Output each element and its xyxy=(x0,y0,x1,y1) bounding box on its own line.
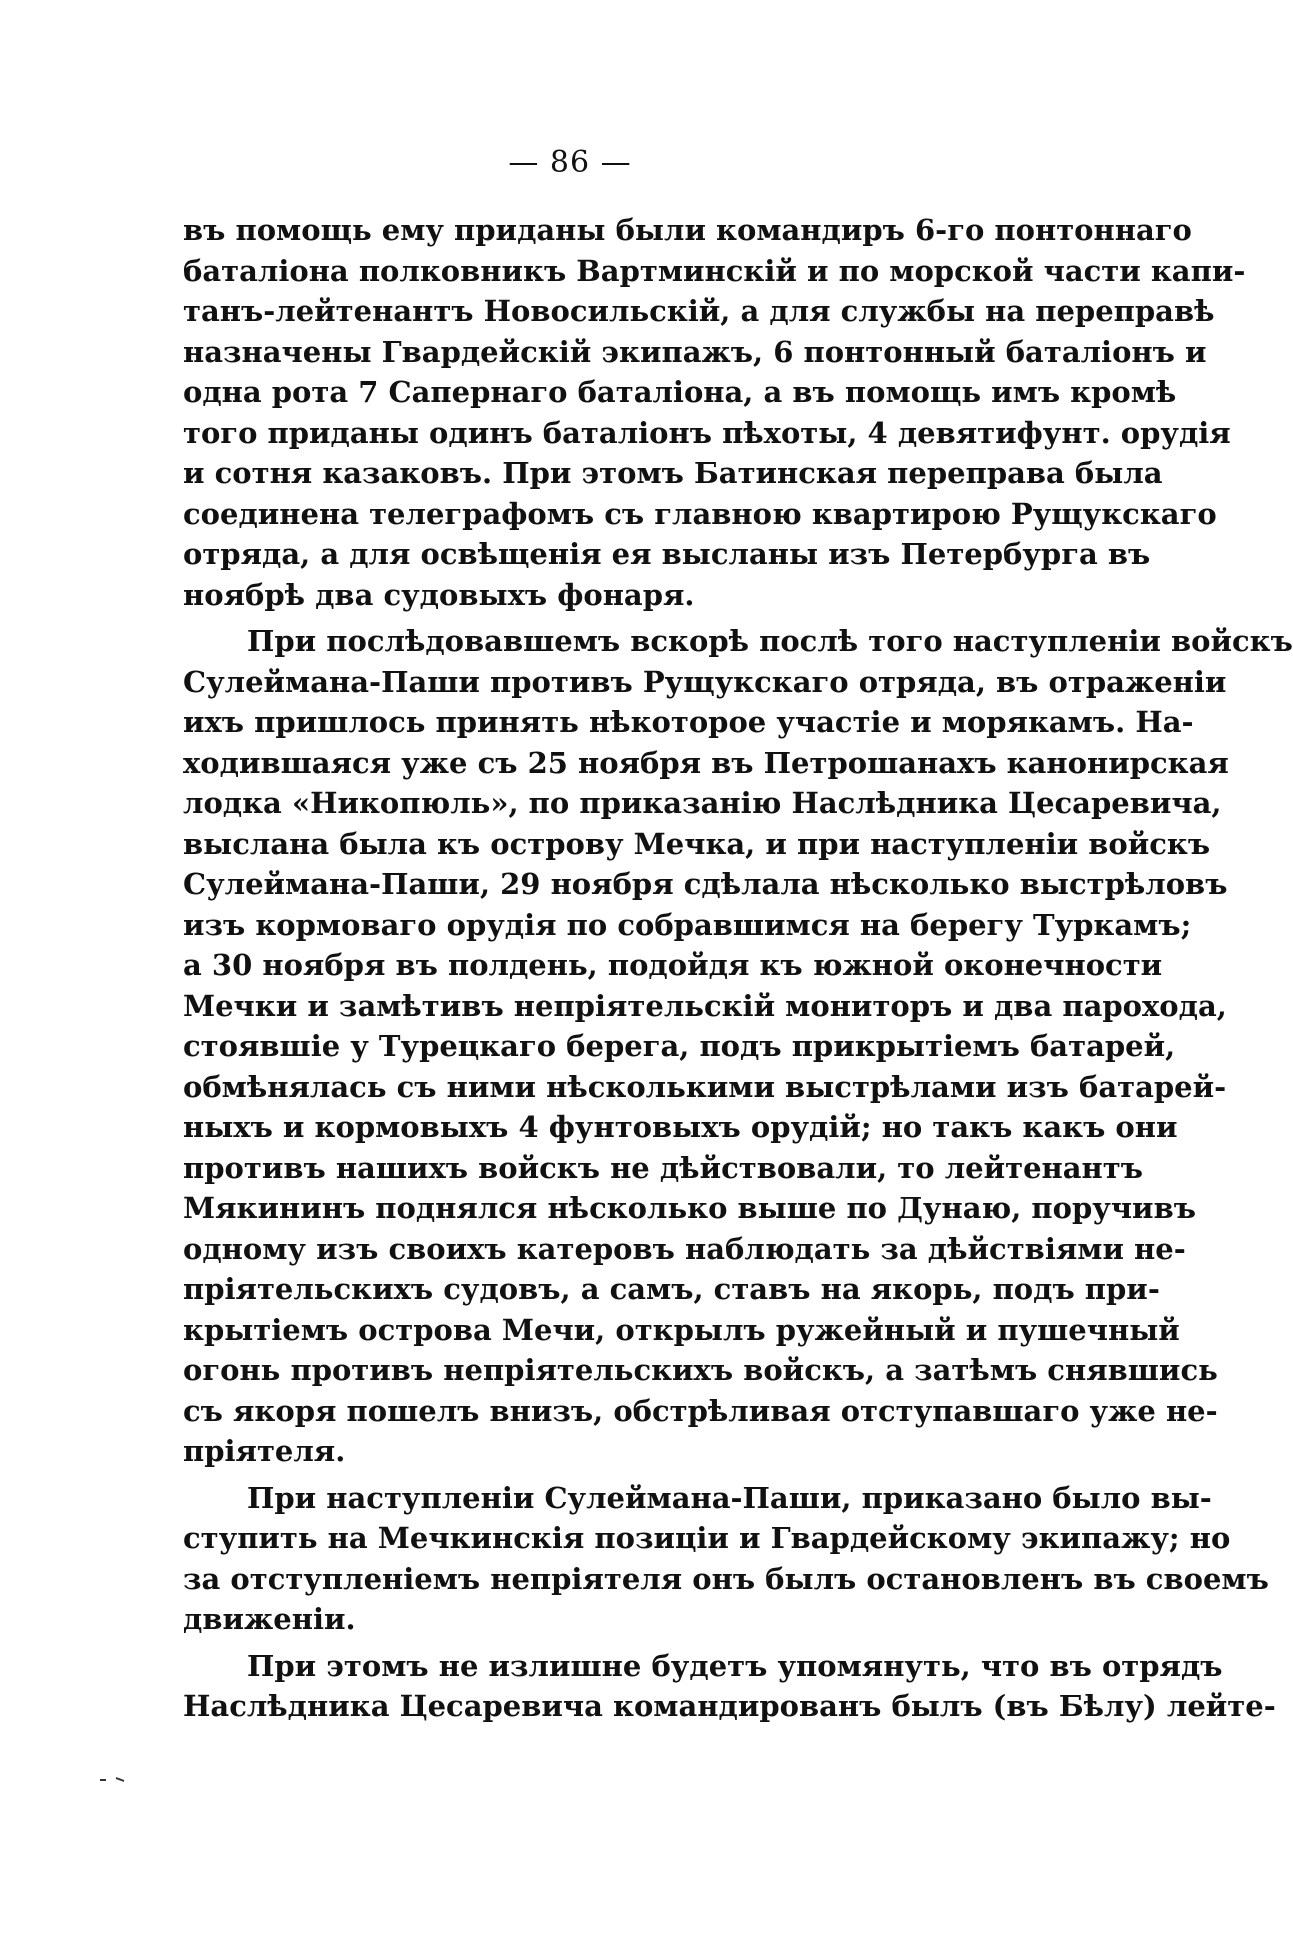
text-line: того приданы одинъ баталіонъ пѣхоты, 4 девятифунт. орудія xyxy=(183,415,1231,450)
text-line: Мякининъ поднялся нѣсколько выше по Дунаю, поручивъ xyxy=(183,1191,1196,1225)
scan-speck-mark xyxy=(100,1776,140,1784)
text-line: противъ нашихъ войскъ не дѣйствовали, то лейтенантъ xyxy=(183,1150,1143,1185)
paragraph-3 xyxy=(183,1478,1269,1640)
paragraph-4 xyxy=(183,1646,1276,1727)
text-line: съ якоря пошелъ внизъ, обстрѣливая отступавшаго уже не- xyxy=(183,1393,1218,1428)
text-line: одна рота 7 Сапернаго баталіона, а въ помощь имъ кромѣ xyxy=(183,375,1177,409)
text-line: Наслѣдника Цесаревича командированъ былъ (въ Бѣлу) лейте- xyxy=(183,1689,1276,1723)
text-line: пріятельскихъ судовъ, а самъ, ставъ на якорь, подъ при- xyxy=(183,1272,1160,1306)
text-line: лодка «Никопюль», по приказанію Наслѣдника Цесаревича, xyxy=(183,786,1222,820)
text-line: ступить на Мечкинскія позиціи и Гвардейскому экипажу; но xyxy=(183,1521,1231,1555)
text-line: соединена телеграфомъ съ главною квартирою Рущукскаго xyxy=(183,496,1217,531)
body-text xyxy=(183,210,1293,1733)
text-line: изъ кормоваго орудія по собравшимся на берегу Туркамъ; xyxy=(183,907,1192,942)
text-line: Мечки и замѣтивъ непріятельскій мониторъ и два парохода, xyxy=(183,988,1227,1023)
text-line: въ помощь ему приданы были командиръ 6-го понтоннаго xyxy=(183,213,1192,247)
text-line: баталіона полковникъ Вартминскій и по морской части капи- xyxy=(183,253,1246,288)
text-line: ходившаяся уже съ 25 ноября въ Петрошанахъ канонирская xyxy=(183,745,1229,780)
text-line: обмѣнялась съ ними нѣсколькими выстрѣлами изъ батарей- xyxy=(183,1069,1227,1104)
text-line: ноябрѣ два судовыхъ фонаря. xyxy=(183,577,695,612)
text-line: крытіемъ острова Мечи, открылъ ружейный и пушечный xyxy=(183,1312,1180,1347)
paragraph-1 xyxy=(183,210,1246,615)
text-line: танъ-лейтенантъ Новосильскій, а для службы на переправѣ xyxy=(183,294,1215,328)
text-line: стоявшіе у Турецкаго берега, подъ прикрытіемъ батарей, xyxy=(183,1029,1176,1063)
paragraph-2 xyxy=(183,621,1293,1472)
page-number: — 86 — xyxy=(508,145,632,180)
text-line: При наступленіи Сулеймана-Паши, приказано было вы- xyxy=(247,1480,1212,1515)
text-line: за отступленіемъ непріятеля онъ былъ остановленъ въ своемъ xyxy=(183,1561,1269,1596)
text-line: одному изъ своихъ катеровъ наблюдать за дѣйствіями не- xyxy=(183,1231,1186,1266)
text-line: ныхъ и кормовыхъ 4 фунтовыхъ орудій; но такъ какъ они xyxy=(183,1110,1178,1144)
text-line: и сотня казаковъ. При этомъ Батинская переправа была xyxy=(183,456,1163,490)
text-line: назначены Гвардейскій экипажъ, 6 понтонный баталіонъ и xyxy=(183,334,1207,369)
text-line: выслана была къ острову Мечка, и при наступленіи войскъ xyxy=(183,826,1211,861)
text-line: пріятеля. xyxy=(183,1434,346,1468)
text-line: огонь противъ непріятельскихъ войскъ, а затѣмъ снявшись xyxy=(183,1353,1218,1387)
text-line: Сулеймана-Паши противъ Рущукскаго отряда, въ отраженіи xyxy=(183,664,1227,699)
text-line: отряда, а для освѣщенія ея высланы изъ Петербурга въ xyxy=(183,537,1151,571)
text-line: движеніи. xyxy=(183,1602,356,1636)
text-line: Сулеймана-Паши, 29 ноября сдѣлала нѣсколько выстрѣловъ xyxy=(183,867,1228,901)
text-line: При послѣдовавшемъ вскорѣ послѣ того наступленіи войскъ xyxy=(247,624,1293,658)
text-line: а 30 ноября въ полдень, подойдя къ южной оконечности xyxy=(183,948,1163,982)
text-line: При этомъ не излишне будетъ упомянуть, что въ отрядъ xyxy=(247,1648,1223,1683)
text-line: ихъ пришлось принять нѣкоторое участіе и морякамъ. На- xyxy=(183,705,1194,739)
